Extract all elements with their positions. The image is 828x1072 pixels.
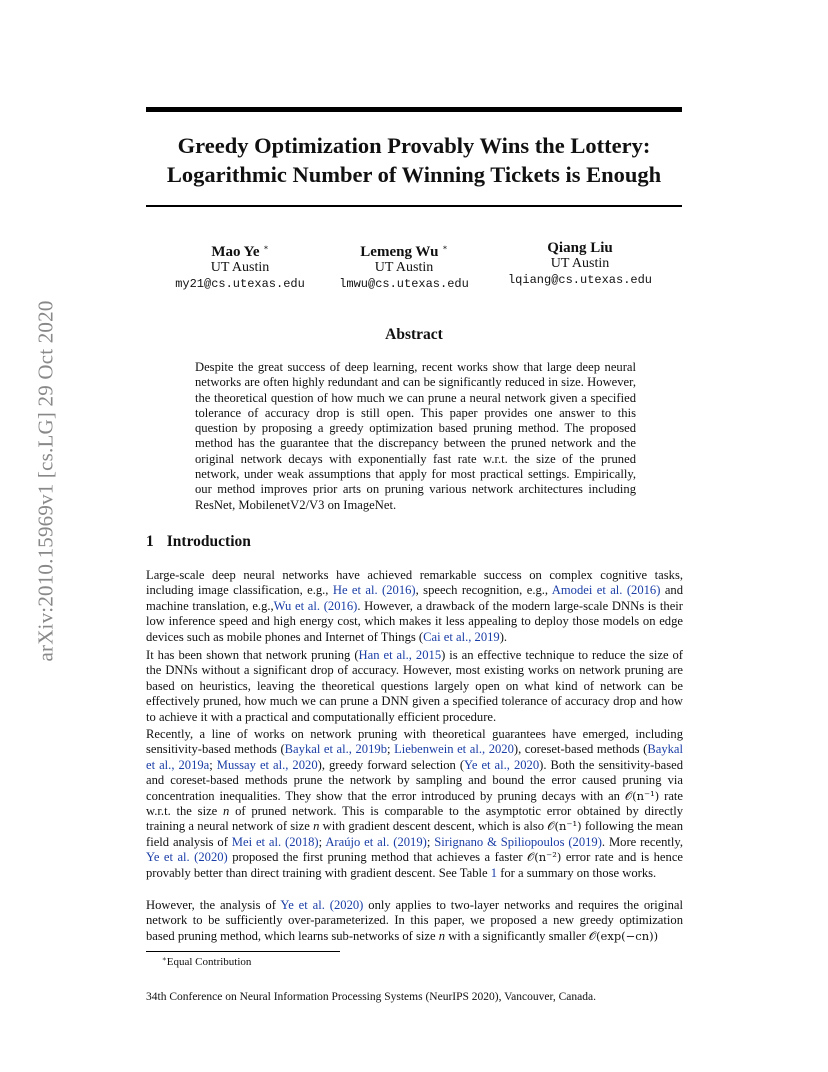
math-expression: 𝒪(exp(−cn)) bbox=[588, 928, 659, 943]
author-name: Lemeng Wu bbox=[360, 244, 439, 260]
citation-link[interactable]: Wu et al. (2016) bbox=[273, 598, 358, 613]
citation-link[interactable]: Mei et al. (2018) bbox=[231, 834, 319, 849]
citation-link[interactable]: Amodei et al. (2016) bbox=[551, 583, 661, 598]
paper-title bbox=[146, 131, 682, 189]
citation-link[interactable]: Han et al., 2015 bbox=[358, 648, 442, 662]
citation-link[interactable]: Ye et al., 2020 bbox=[464, 757, 540, 772]
abstract-text: Despite the great success of deep learning, recent works show that large deep neural networks are often highly redundant and can be significantly reduced in size. However, the theoretical question of how much we can prune a neural network given a specified tolerance of accuracy drop is still open. This paper provides one answer to this question by proposing a greedy optimization based pruning method. The proposed method has the guarantee that the discrepancy between the pruned network and the original network decays with exponentially fast rate w.r.t. the size of the pruned network, under weak assumptions that apply for most practical settings. Empirically, our method improves prior arts on pruning various network architectures including ResNet, MobilenetV2/V3 on ImageNet. bbox=[195, 360, 636, 512]
citation-link[interactable]: He et al. (2016) bbox=[332, 583, 416, 598]
paragraph-3: Recently, a line of works on network pruning with theoretical guarantees have emerged, including sensitivity-based methods (Baykal et al., 2019b; Liebenwein et al., 2020), coreset-based methods (Baykal et al., 2019a; Mussay et al., 2020), greedy forward selection (Ye et al., 2020). Both the sensitivity-based and coreset-based methods prune the network by sampling and bound the error caused pruning via concentration inequalities. They show that the error introduced by pruning decays with an 𝒪(n⁻¹) rate w.r.t. the size n of pruned network. This is comparable to the asymptotic error obtained by directly training a neural network of size n with gradient descent descent, which is also 𝒪(n⁻¹) following the mean field analysis of Mei et al. (2018); Araújo et al. (2019); Sirignano & Spiliopoulos (2019). More recently, Ye et al. (2020) proposed the first pruning method that achieves a faster 𝒪(n⁻²) error rate and is hence provably better than direct training with gradient descent. See Table 1 for a summary on those works. bbox=[146, 727, 684, 880]
citation-link[interactable]: Araújo et al. (2019) bbox=[325, 834, 427, 849]
paragraph-4: However, the analysis of Ye et al. (2020) only applies to two-layer networks and requires the original network to be sufficiently over-parameterized. In this paper, we proposed a new greedy optimization based pruning method, which learns sub-networks of size n with a significantly smaller 𝒪(exp(−cn)) bbox=[146, 898, 683, 943]
math-expression: 𝒪(n⁻¹) bbox=[547, 819, 582, 834]
author-name: Mao Ye bbox=[211, 244, 260, 260]
math-expression: 𝒪(n⁻¹) bbox=[624, 788, 660, 803]
citation-link[interactable]: Ye et al. (2020) bbox=[280, 898, 364, 912]
author-mark: ∗ bbox=[263, 243, 269, 252]
author-name: Qiang Liu bbox=[547, 240, 613, 256]
footnote-rule bbox=[146, 951, 340, 952]
author-email: my21@cs.utexas.edu bbox=[175, 277, 305, 291]
arxiv-sidebar bbox=[33, 290, 58, 672]
title-line-2: Logarithmic Number of Winning Tickets is Enough bbox=[166, 162, 662, 187]
author-mark: ∗ bbox=[442, 243, 448, 252]
footnote-text: Equal Contribution bbox=[166, 956, 252, 968]
citation-link[interactable]: Baykal et al., 2019a bbox=[146, 742, 684, 772]
citation-link[interactable]: Sirignano & Spiliopoulos (2019) bbox=[434, 834, 602, 849]
author-email: lmwu@cs.utexas.edu bbox=[339, 277, 469, 291]
math-variable: n bbox=[223, 804, 230, 819]
section-title: Introduction bbox=[166, 533, 251, 550]
author-email: lqiang@cs.utexas.edu bbox=[507, 273, 653, 287]
footnote-mark: ∗ bbox=[162, 955, 167, 963]
title-bottom-rule bbox=[146, 205, 682, 207]
citation-link[interactable]: Mussay et al., 2020 bbox=[216, 757, 318, 772]
citation-link[interactable]: Cai et al., 2019 bbox=[423, 629, 500, 644]
author-block-2 bbox=[304, 240, 504, 292]
table-reference-link[interactable]: 1 bbox=[490, 865, 498, 880]
title-line-1: Greedy Optimization Provably Wins the Lottery: bbox=[177, 133, 651, 158]
citation-link[interactable]: Baykal et al., 2019b bbox=[284, 742, 387, 757]
citation-link[interactable]: Liebenwein et al., 2020 bbox=[394, 742, 514, 757]
abstract-heading: Abstract bbox=[385, 326, 443, 343]
paragraph-1: Large-scale deep neural networks have achieved remarkable success on complex cognitive tasks, including image classification, e.g., He et al. (2016), speech recognition, e.g., Amodei et al. (2016) and machine translation, e.g.,Wu et al. (2016). However, a drawback of the modern large-scale DNNs is their low inference speed and high energy cost, which makes it less appealing to deploy those models on edge devices such as mobile phones and Internet of Things (Cai et al., 2019). bbox=[146, 568, 684, 644]
citation-link[interactable]: Ye et al. (2020) bbox=[146, 850, 228, 865]
math-expression: 𝒪(n⁻²) bbox=[527, 850, 562, 865]
title-top-rule bbox=[146, 107, 682, 112]
author-affiliation: UT Austin bbox=[550, 256, 610, 271]
conference-note: 34th Conference on Neural Information Processing Systems (NeurIPS 2020), Vancouver, Canada. bbox=[146, 991, 596, 1003]
math-variable: n bbox=[438, 928, 446, 943]
math-variable: n bbox=[313, 819, 320, 834]
author-affiliation: UT Austin bbox=[210, 260, 270, 275]
author-affiliation: UT Austin bbox=[374, 260, 434, 275]
section-heading bbox=[146, 533, 251, 551]
author-block-3 bbox=[480, 240, 680, 288]
paragraph-2: It has been shown that network pruning (Han et al., 2015) is an effective technique to reduce the size of the DNNs without a significant drop of accuracy. However, most existing works on network pruning are based on heuristics, leaving the theoretical questions largely open on what kind of network can be effectively pruned, how much we can prune a DNN given a specified tolerance of accuracy drop and how to achieve it with a practical and computationally efficient procedure. bbox=[146, 648, 684, 724]
footnote bbox=[162, 955, 251, 968]
arxiv-identifier: arXiv:2010.15969v1 [cs.LG] 29 Oct 2020 bbox=[33, 300, 58, 662]
section-number: 1 bbox=[146, 533, 154, 550]
